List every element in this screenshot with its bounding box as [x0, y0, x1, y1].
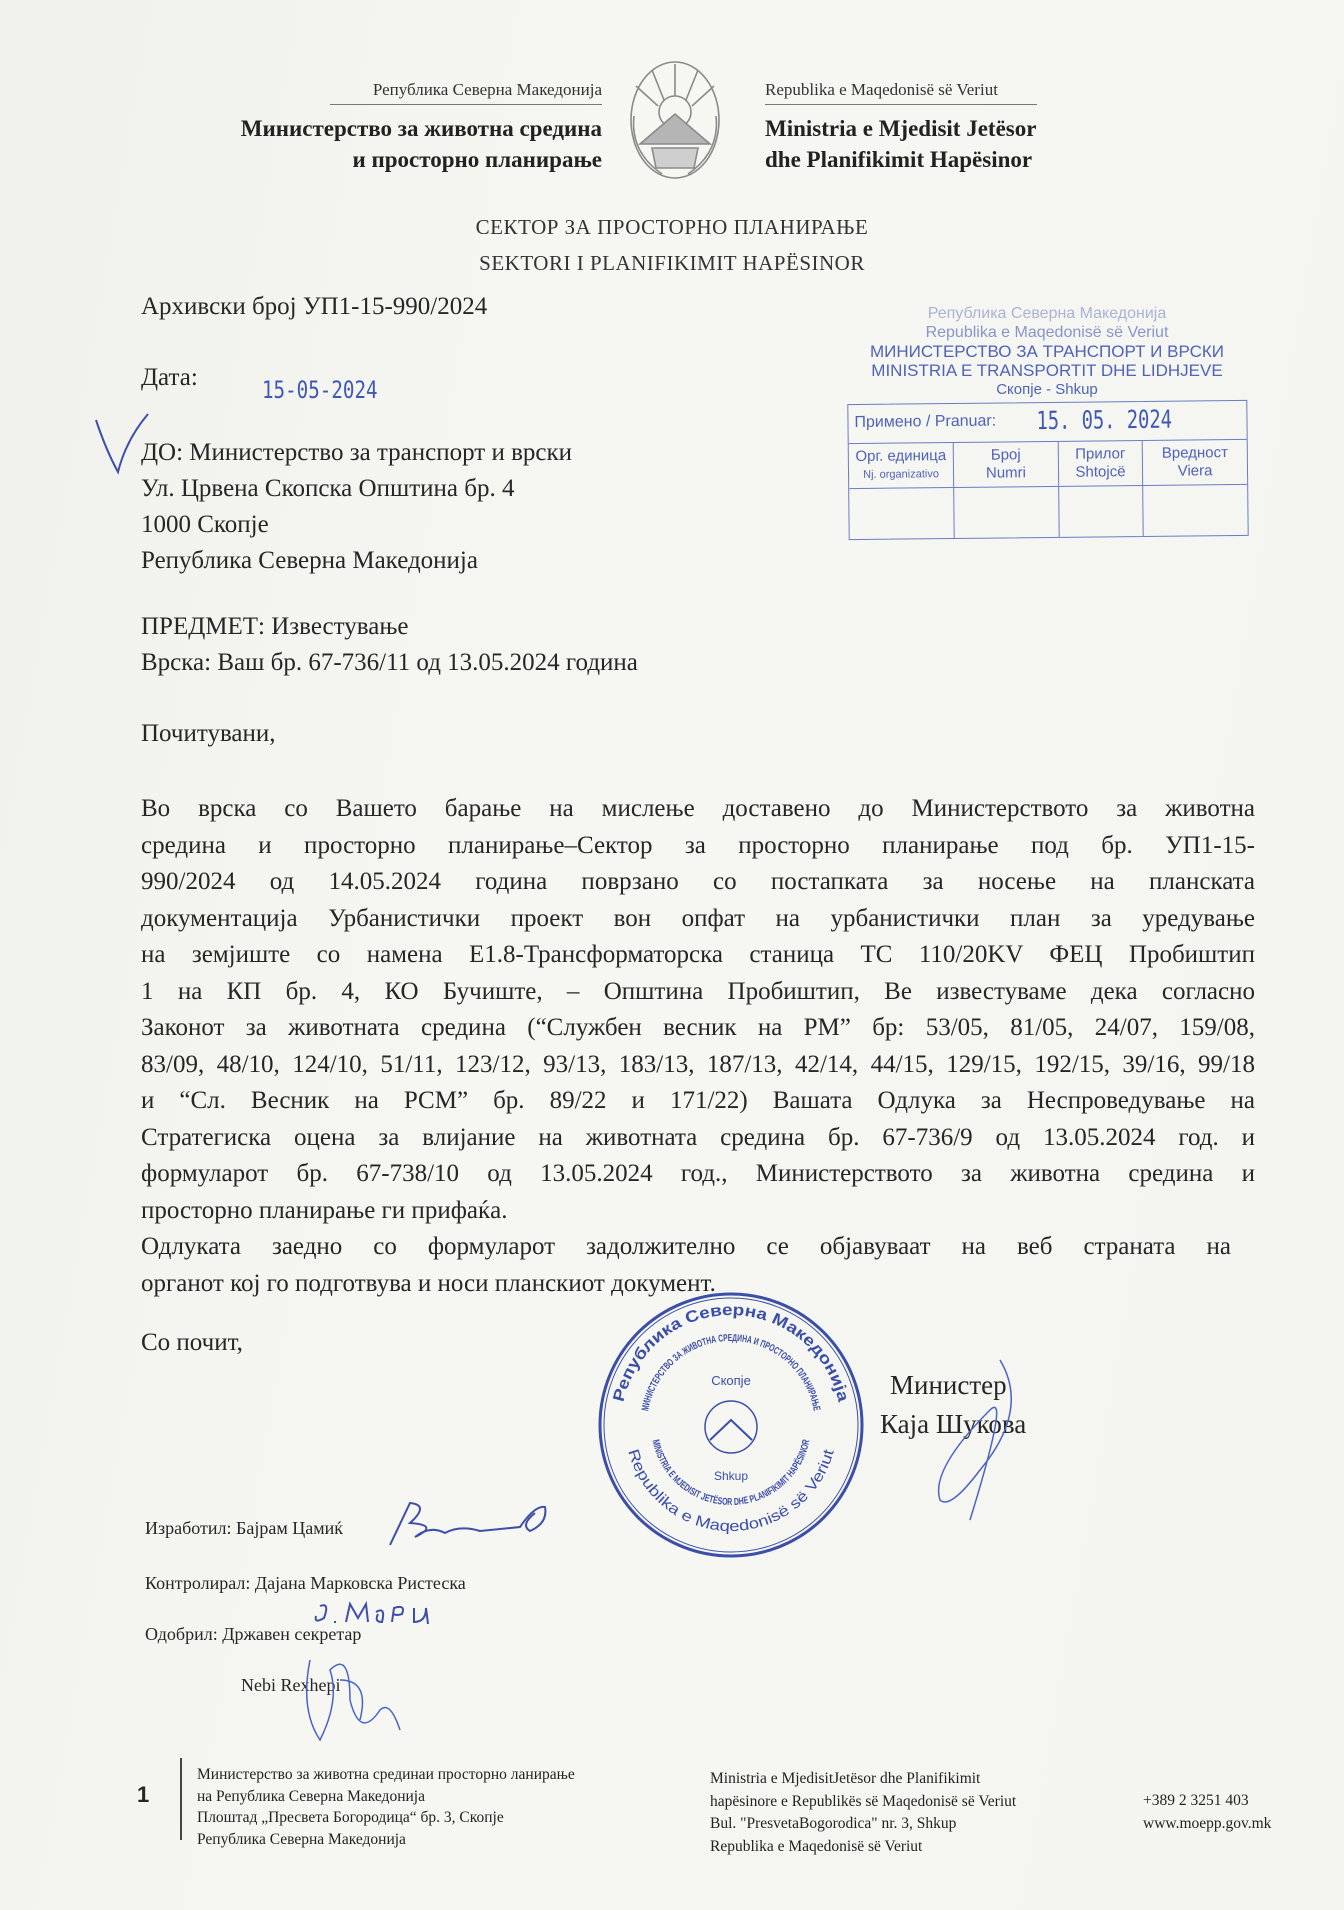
received-stamp-box — [847, 400, 1248, 540]
stamp-line: Република Северна Македонија — [927, 305, 1167, 322]
footer-phone: +389 2 3251 403 — [1143, 1792, 1249, 1809]
paragraph-line: формуларот бр. 67-738/10 од 13.05.2024 год., Министерството за животна средина и — [141, 1160, 1255, 1187]
paragraph-line: и “Сл. Весник на РСМ” бр. 89/22 и 171/22) Вашата Одлука за Неспроведување на — [141, 1087, 1255, 1114]
page-number: 1 — [137, 1782, 150, 1807]
seal-inner-al: MINISTRIA E MJEDISIT JETËSOR DHE PLANIFIKIMIT HAPËSINOR — [649, 1436, 813, 1509]
seal-city-al: Shkup — [713, 1469, 749, 1483]
archive-number: Архивски број УП1-15-990/2024 — [141, 293, 488, 320]
received-stamp-header — [848, 304, 1246, 399]
paragraph-line: 990/2024 од 14.05.2024 година поврзано со постапката за носење на планската — [141, 868, 1255, 895]
paragraph-line: документација Урбанистички проект вон опфат на урбанистички план за уредување — [141, 904, 1255, 932]
paragraph-line: органот кој го подготвува и носи планскиот документ. — [141, 1269, 716, 1297]
footer-divider — [180, 1758, 182, 1840]
paragraph-line: Во врска со Вашето барање на мислење доставено до Министерството за животна — [141, 795, 1255, 822]
signatory-name: Каја Шукова — [880, 1409, 1027, 1439]
recipient-line: Ул. Црвена Скопска Општина бр. 4 — [141, 475, 515, 502]
sector-title-mk: СЕКТОР ЗА ПРОСТОРНО ПЛАНИРАЊЕ — [475, 215, 869, 239]
closing: Со почит, — [141, 1329, 243, 1356]
seal-top-text: Република Северна Македонија — [610, 1301, 851, 1404]
footer-website[interactable]: www.moepp.gov.mk — [1143, 1814, 1272, 1832]
stamp-col-value: Вредност Viera — [1161, 444, 1229, 480]
date-label: Дата: — [141, 364, 198, 391]
ministry-mk-line1: Министерство за животна средина — [240, 116, 602, 141]
paragraph-line: средина и просторно планирање–Сектор за просторно планирање под бр. УП1-15- — [141, 831, 1255, 859]
letterhead-ministry-mk — [241, 113, 602, 175]
recipient-line: Република Северна Македонија — [141, 547, 478, 574]
paragraph-line: Одлуката заедно со формуларот задолжително се објавуваат на веб страната на — [141, 1233, 1231, 1260]
footer-line: Bul. "PresvetaBogorodica" nr. 3, Shkup — [710, 1815, 957, 1832]
prepared-by: Изработил: Бајрам Цамиќ — [145, 1518, 343, 1538]
seal-bottom-text: Republika e Maqedonisë së Veriut — [624, 1447, 838, 1536]
footer-line: Министерство за животна срединаи просторно ланирање — [197, 1766, 575, 1783]
paragraph-line: просторно планирање ги прифаќа. — [141, 1196, 508, 1224]
received-date: 15. 05. 2024 — [1036, 404, 1173, 436]
sector-title-al: SEKTORI I PLANIFIKIMIT HAPËSINOR — [479, 251, 865, 275]
stamp-line: Republika e Maqedonisë së Veriut — [925, 324, 1169, 341]
stamp-col-number: Број Numri — [954, 442, 1059, 487]
paragraph-line: 83/09, 48/10, 124/10, 51/11, 123/12, 93/13, 183/13, 187/13, 42/14, 44/15, 129/15, 192/15, 39/16, 99/18 — [141, 1050, 1255, 1078]
footer-line: Ministria e MjedisitJetësor dhe Planifikimit — [710, 1770, 981, 1787]
footer-address-al — [710, 1768, 1016, 1858]
recipient-address — [141, 435, 572, 579]
footer-address-mk — [197, 1764, 575, 1850]
footer-line: hapësinore e Republikës së Maqedonisë së Veriut — [710, 1792, 1017, 1810]
controlled-by: Контролирал: Дајана Марковска Ристеска — [145, 1573, 466, 1593]
recipient-line: ДО: Министерство за транспорт и врски — [141, 439, 572, 466]
approver-name: Nebi Rexhepi — [241, 1675, 341, 1695]
paragraph-line: Законот за животната средина (“Службен весник на РМ” бр: 53/05, 81/05, 24/07, 159/08, — [141, 1014, 1255, 1041]
approved-by: Одобрил: Државен секретар — [145, 1624, 362, 1644]
footer-line: на Република Северна Македонија — [197, 1787, 425, 1805]
recipient-line: 1000 Скопје — [141, 511, 269, 538]
paragraph-line: Стратегиска оцена за влијание на животната средина бр. 67-736/9 од 13.05.2024 год. и — [141, 1123, 1255, 1151]
footer-contact — [1143, 1790, 1271, 1835]
letterhead-rule-left — [330, 104, 602, 105]
date-value-stamp: 15-05-2024 — [262, 376, 378, 404]
official-seal — [596, 1290, 866, 1560]
stamp-line: Скопје - Shkup — [996, 381, 1098, 398]
seal-inner-mk: МИНИСТЕРСТВО ЗА ЖИВОТНА СРЕДИНА И ПРОСТОРНО ПЛАНИРАЊЕ — [640, 1332, 823, 1415]
ministry-al-line2: dhe Planifikimit Hapësinor — [765, 147, 1033, 172]
footer-line: Република Северна Македонија — [197, 1830, 406, 1848]
footer-line: Плоштад „Пресвета Богородица“ бр. 3, Скопје — [197, 1809, 504, 1826]
reference-line: Врска: Ваш бр. 67-736/11 од 13.05.2024 година — [141, 649, 638, 676]
stamp-col-org: Орг. единица Nj. organizativo — [849, 443, 954, 488]
stamp-line: MINISTRIA E TRANSPORTIT DHE LIDHJEVE — [871, 361, 1223, 380]
seal-city-mk: Скопје — [711, 1373, 751, 1388]
greeting: Почитувани, — [141, 720, 276, 747]
letterhead-rule-right — [765, 104, 1037, 105]
subject-line: ПРЕДМЕТ: Известување — [141, 613, 409, 640]
stamp-col-attachment: Прилог Shtojcë — [1059, 441, 1144, 486]
approver-signature — [290, 1640, 410, 1750]
received-label: Примено / Pranuar: — [854, 412, 997, 432]
letterhead-ministry-al — [765, 113, 1036, 175]
footer-line: Republika e Maqedonisë së Veriut — [710, 1837, 923, 1855]
ministry-al-line1: Ministria e Mjedisit Jetësor — [765, 116, 1037, 141]
ministry-mk-line2: и просторно планирање — [352, 147, 602, 172]
paragraph-line: 1 на КП бр. 4, КО Бучиште, – Општина Пробиштип, Ве известуваме дека согласно — [141, 977, 1255, 1005]
letterhead-country-al: Republika e Maqedonisë së Veriut — [765, 80, 998, 99]
prepared-by-signature — [370, 1495, 565, 1555]
stamp-line: МИНИСТЕРСТВО ЗА ТРАНСПОРТ И ВРСКИ — [869, 342, 1225, 361]
state-emblem-icon — [622, 56, 728, 184]
body-paragraph-1 — [141, 791, 1255, 1229]
minister-signature — [910, 1350, 1030, 1530]
paragraph-line: на земјиште со намена Е1.8-Трансформаторска станица ТС 110/20KV ФЕЦ Пробиштип — [141, 941, 1255, 968]
letterhead-country-mk: Република Северна Македонија — [372, 80, 602, 99]
signatory-title: Министер — [890, 1370, 1007, 1400]
